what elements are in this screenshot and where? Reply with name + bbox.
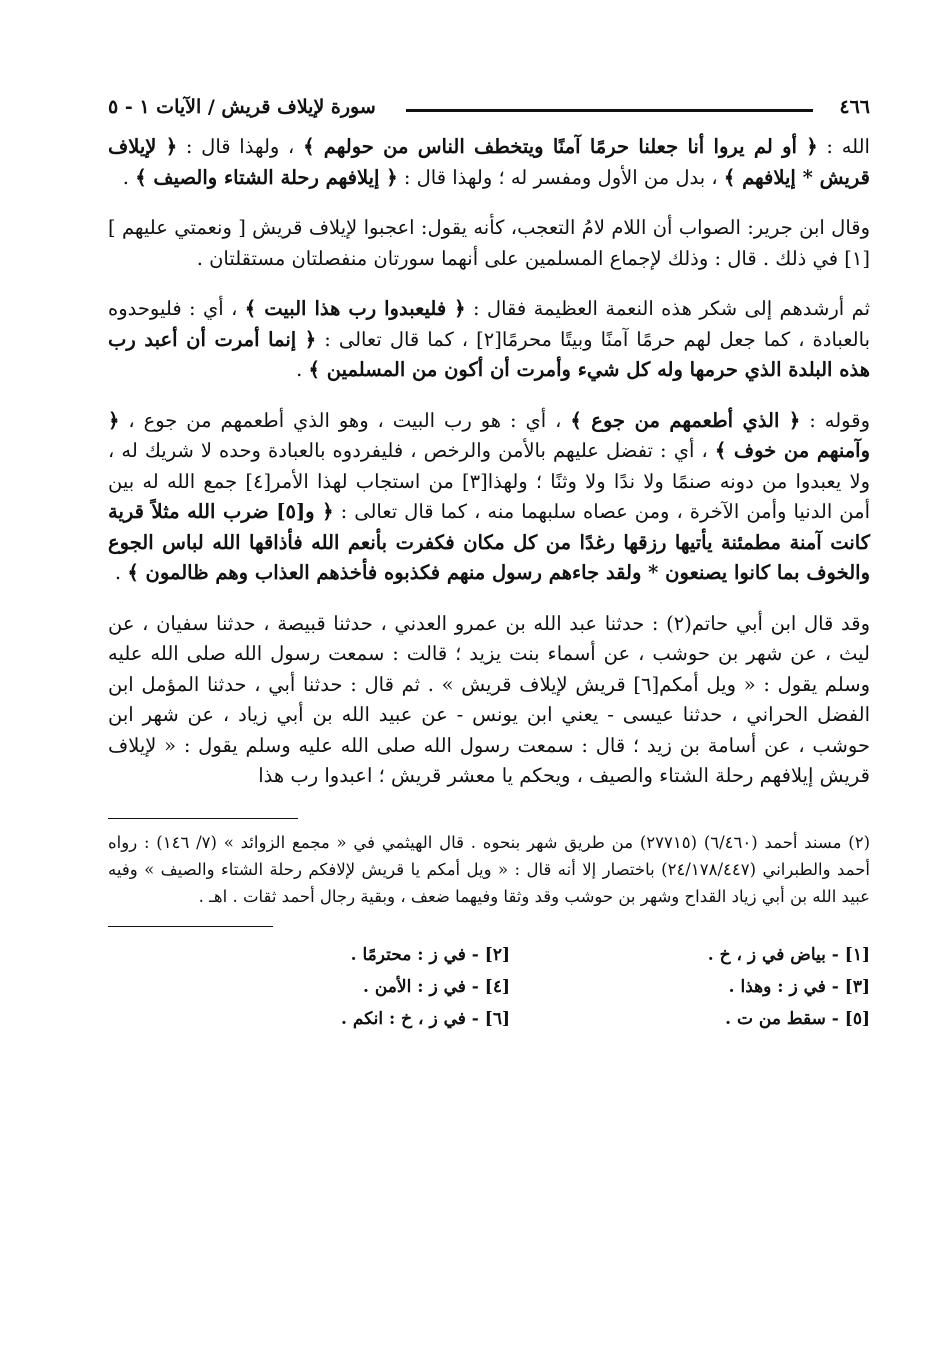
paragraph — [108, 213, 870, 274]
note-item: [٣] - في ز : وهذا . — [728, 976, 870, 997]
quran-quote: ﴿ إنما أمرت أن أعبد رب هذه البلدة الذي حرمها وله كل شيء وأمرت أن أكون من المسلمين ﴾ — [108, 327, 870, 381]
quran-quote: ﴿ الذي أطعمهم من جوع ﴾ — [570, 408, 801, 432]
page-header — [108, 92, 870, 122]
quran-quote: ﴿ لإيلاف قريش * إيلافهم ﴾ — [108, 135, 870, 189]
text-run: . — [122, 165, 136, 189]
text-run: ، ولهذا قال : — [177, 135, 304, 158]
text-run: وقال ابن جرير: الصواب أن اللام لامُ التعجب، كأنه يقول: اعجبوا لإيلاف قريش [ ونعمتي عليهم ][١] في ذلك . قال : وذلك لإجماع المسلمين على أنهما سورتان منفصلتان مستقلتان . — [108, 216, 870, 270]
text-run: ، أي : هو رب البيت ، وهو الذي أطعمهم من جوع ، — [119, 408, 571, 432]
note-item: [١] - بياض في ز ، خ . — [707, 944, 870, 965]
quran-quote: ﴿ إيلافهم رحلة الشتاء والصيف ﴾ — [135, 165, 398, 189]
paragraph — [108, 294, 870, 386]
text-run: الله : — [817, 135, 870, 158]
note-item: [٤] - في ز : الأمن . — [363, 976, 510, 997]
quran-quote: ﴿ و[٥] ضرب الله مثلاً قرية كانت آمنة مطمئنة يأتيها رزقها رغدًا من كل مكان فكفرت بأنعم الله فأذاقها الله لباس الجوع والخوف بما كانوا يصنعون * ولقد جاءهم رسول منهم فكذبوه فأخذهم العذاب وهم ظالمون ﴾ — [108, 500, 870, 584]
footnote-separator — [108, 818, 298, 819]
text-run: . — [296, 358, 309, 381]
text-run: ، بدل من الأول ومفسر له ؛ ولهذا قال : — [397, 165, 724, 189]
page-number: ٤٦٦ — [839, 96, 870, 118]
notes-separator — [108, 926, 273, 927]
note-item: [٥] - سقط من ت . — [725, 1008, 870, 1029]
footnote: (٢) مسند أحمد (٦/٤٦٠) (٢٧٧١٥) من طريق شهر بنحوه . قال الهيثمي في « مجمع الزوائد » (٧/ ١٤٦) : رواه أحمد والطبراني (٢٤/١٧٨/٤٤٧) باختصار إلا أنه قال : « ويل أمكم يا قريش لإلافكم رحلة الشتاء والصيف » وفيه عبيد الله بن أبي زياد القداح وشهر بن حوشب وقد وثقا وفيهما ضعف ، وبقية رجال أحمد ثقات . اهـ . — [108, 832, 870, 906]
text-run: ، أي : تفضل عليهم بالأمن والرخص ، فليفردوه بالعبادة وحده لا شريك له ، ولا يعبدوا من دونه صنمًا ولا ندًا ولا وثنًا ؛ ولهذا[٣] من استجاب لهذا الأمر[٤] جمع الله له بين أمن الدنيا وأمن الآخرة ، ومن عصاه سلبهما منه ، كما قال تعالى : — [108, 439, 870, 523]
running-title: سورة لإيلاف قريش / الآيات ١ - ٥ — [108, 96, 376, 118]
text-run: ثم أرشدهم إلى شكر هذه النعمة العظيمة فقال : — [465, 297, 870, 320]
quran-quote: ﴿ وآمنهم من خوف ﴾ — [108, 408, 870, 462]
text-run: وقوله : — [800, 408, 870, 432]
note-item: [٦] - في ز ، خ : انكم . — [341, 1008, 510, 1029]
text-run: وقد قال ابن أبي حاتم(٢) : حدثنا عبد الله بن عمرو العدني ، حدثنا قبيصة ، حدثنا سفيان ، عن ليث ، عن شهر بن حوشب ، عن أسماء بنت يزيد ؛ قالت : سمعت رسول الله صلى الله عليه وسلم يقول : « ويل أمكم[٦] قريش لإيلاف قريش » . ثم قال : حدثنا أبي ، حدثنا المؤمل ابن الفضل الحراني ، حدثنا عيسى - يعني ابن يونس - عن عبيد الله بن أبي زياد ، عن شهر ابن حوشب ، عن أسامة بن زيد ؛ قال : سمعت رسول الله صلى الله عليه وسلم يقول : « لإيلاف قريش إيلافهم رحلة الشتاء والصيف ، ويحكم يا معشر قريش ؛ اعبدوا رب هذا — [108, 611, 871, 787]
text-run: . — [114, 561, 128, 584]
quran-quote: ﴿ فليعبدوا رب هذا البيت ﴾ — [244, 297, 466, 320]
paragraph — [108, 406, 870, 589]
paragraph — [108, 132, 870, 193]
body-text — [108, 132, 870, 792]
note-item: [٢] - في ز : محترمًا . — [350, 944, 510, 965]
header-rule — [406, 109, 814, 112]
editor-notes — [150, 939, 870, 1035]
quran-quote: ﴿ أو لم يروا أنا جعلنا حرمًا آمنًا ويتخطف الناس من حولهم ﴾ — [303, 135, 818, 158]
text-run: ، أي : فليوحدوه بالعبادة ، كما جعل لهم حرمًا آمنًا وبيتًا محرمًا[٢] ، كما قال تعالى : — [108, 297, 870, 351]
paragraph — [108, 609, 870, 792]
